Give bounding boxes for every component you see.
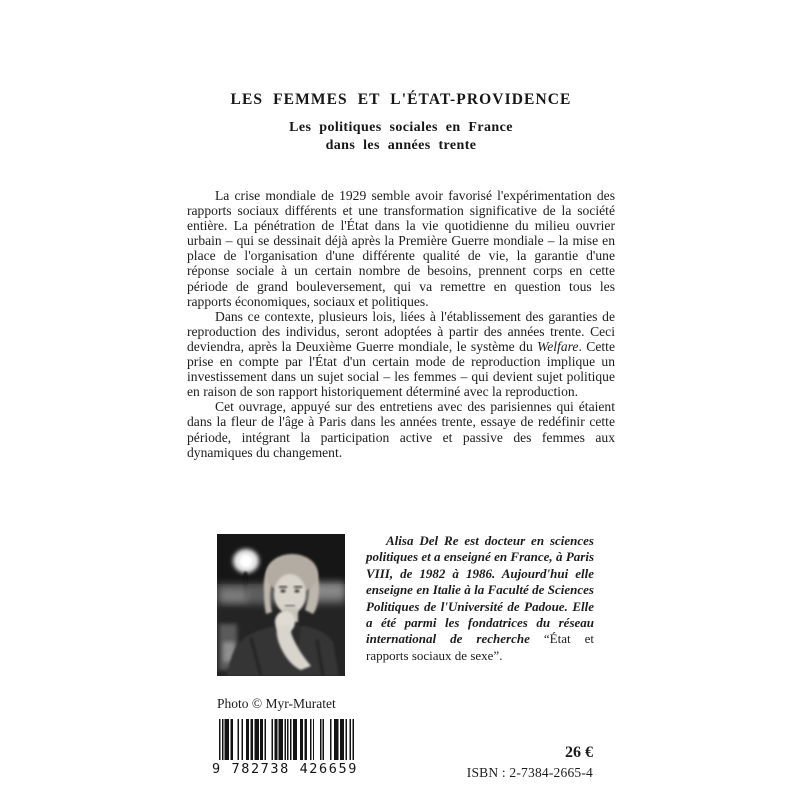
- author-bio: [366, 533, 594, 664]
- author-photo: [217, 534, 345, 676]
- subtitle-line-2: dans les années trente: [325, 138, 477, 153]
- barcode-number: 9 782738 426659: [210, 760, 360, 777]
- paragraph-2-text-end: . Cette prise en compte par l'État d'un certain mode de reproduction implique un investissement dans un sujet social – les femmes – qui devient sujet politique en raison de son rapport historiquement déterminé avec la reproduction.: [187, 338, 615, 400]
- paragraph-2-text: Dans ce contexte, plusieurs lois, liées à l'établissement des garanties de reproduction des individus, seront adoptées à partir des années trente. Ceci deviendra, après la Deuxième Guerre mondiale, le système du: [187, 308, 615, 354]
- photo-credit: Photo © Myr-Muratet: [217, 696, 336, 711]
- book-title: LES FEMMES ET L'ÉTAT-PROVIDENCE: [230, 91, 572, 108]
- author-bio-italic: est docteur en sciences politiques et a enseigné en France, à Paris VIII, de 1982 à 1986. Aujourd'hui elle enseigne en Italie à la Faculté de Sciences Politiques de l'Université de Padoue. Elle a été parmi les fondatrices du réseau international de recherche: [366, 533, 594, 647]
- blurb-paragraph-1: La crise mondiale de 1929 semble avoir favorisé l'expérimentation des rapports sociaux différents et une transformation significative de la société entière. La pénétration de l'État dans la vie quotidienne du milieu ouvrier urbain – qui se dessinait déjà après la Première Guerre mondiale – la mise en place de l'organisation d'une différente qualité de vie, la garantie d'une réponse sociale à un certain nombre de besoins, prennent corps en cette période de grand bouleversement, qui va remettre en question tous les rapports économiques, sociaux et politiques.: [187, 188, 615, 309]
- author-portrait-illustration: [217, 534, 345, 676]
- author-bio-quote: “État et rapports sociaux de sexe”.: [366, 631, 594, 663]
- paragraph-2-italic-word: Welfare: [537, 338, 579, 354]
- book-subtitle: [186, 119, 616, 155]
- blurb-paragraph-2: [187, 309, 615, 400]
- subtitle-line-1: Les politiques sociales en France: [289, 120, 513, 135]
- author-name: Alisa Del Re: [386, 533, 459, 548]
- blurb-paragraph-3: Cet ouvrage, appuyé sur des entretiens avec des parisiennes qui étaient dans la fleur de l'âge à Paris dans les années trente, essaye de redéfinir cette période, intégrant la participation active et passive des femmes aux dynamiques du changement.: [187, 399, 615, 460]
- back-cover-blurb: [187, 188, 615, 460]
- isbn-label: ISBN : 2-7384-2665-4: [466, 765, 593, 780]
- price-label: 26 €: [565, 744, 593, 761]
